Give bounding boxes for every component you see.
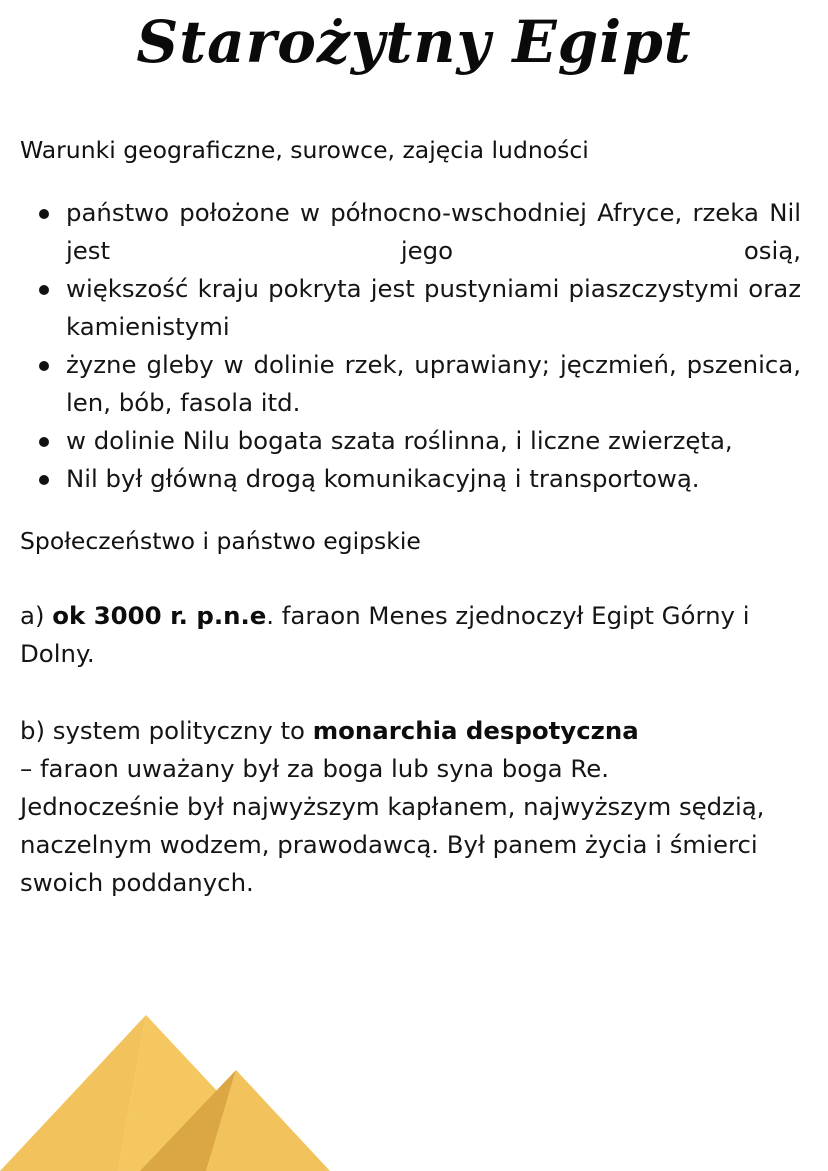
- page-title: Starożytny Egipt: [136, 8, 692, 76]
- list-item: [37, 194, 801, 270]
- paragraph-b-text: Jednocześnie był najwyższym kapłanem, najwyższym sędzią, naczelnym wodzem, prawodawcą. Był panem życia i śmierci swoich poddanych.: [20, 792, 765, 897]
- section-heading-society: Społeczeństwo i państwo egipskie: [20, 527, 421, 555]
- list-item-text: większość kraju pokryta jest pustyniami piaszczystymi oraz kamienistymi: [66, 274, 801, 341]
- bullet-icon: [39, 209, 49, 219]
- list-item: [37, 422, 801, 460]
- bullet-icon: [39, 285, 49, 295]
- geography-list: [37, 194, 801, 498]
- paragraph-a: [20, 597, 810, 673]
- paragraph-b-line2: – faraon uważany był za boga lub syna boga Re.: [20, 754, 609, 783]
- pyramids-illustration-icon: [0, 1011, 340, 1171]
- paragraph-a-date: ok 3000 r. p.n.e: [52, 601, 267, 630]
- paragraph-b-prefix: b) system polityczny to: [20, 716, 313, 745]
- paragraph-b: [20, 712, 810, 902]
- bullet-icon: [39, 361, 49, 371]
- paragraph-b-term: monarchia despotyczna: [312, 716, 639, 745]
- paragraph-a-prefix: a): [20, 601, 53, 630]
- list-item: [37, 460, 801, 498]
- list-item: [37, 346, 801, 422]
- list-item-text: państwo położone w północno-wschodniej Afryce, rzeka Nil jest jego osią,: [66, 198, 801, 265]
- section-heading-geography: Warunki geograficzne, surowce, zajęcia ludności: [20, 136, 589, 164]
- bullet-icon: [39, 437, 49, 447]
- paragraph-a-text: . faraon Menes zjednoczył Egipt Górny i Dolny.: [20, 601, 750, 668]
- list-item-text: żyzne gleby w dolinie rzek, uprawiany; jęczmień, pszenica, len, bób, fasola itd.: [66, 350, 801, 417]
- list-item: [37, 270, 801, 346]
- list-item-text: Nil był główną drogą komunikacyjną i transportową.: [66, 464, 700, 493]
- list-item-text: w dolinie Nilu bogata szata roślinna, i liczne zwierzęta,: [66, 426, 733, 455]
- bullet-icon: [39, 475, 49, 485]
